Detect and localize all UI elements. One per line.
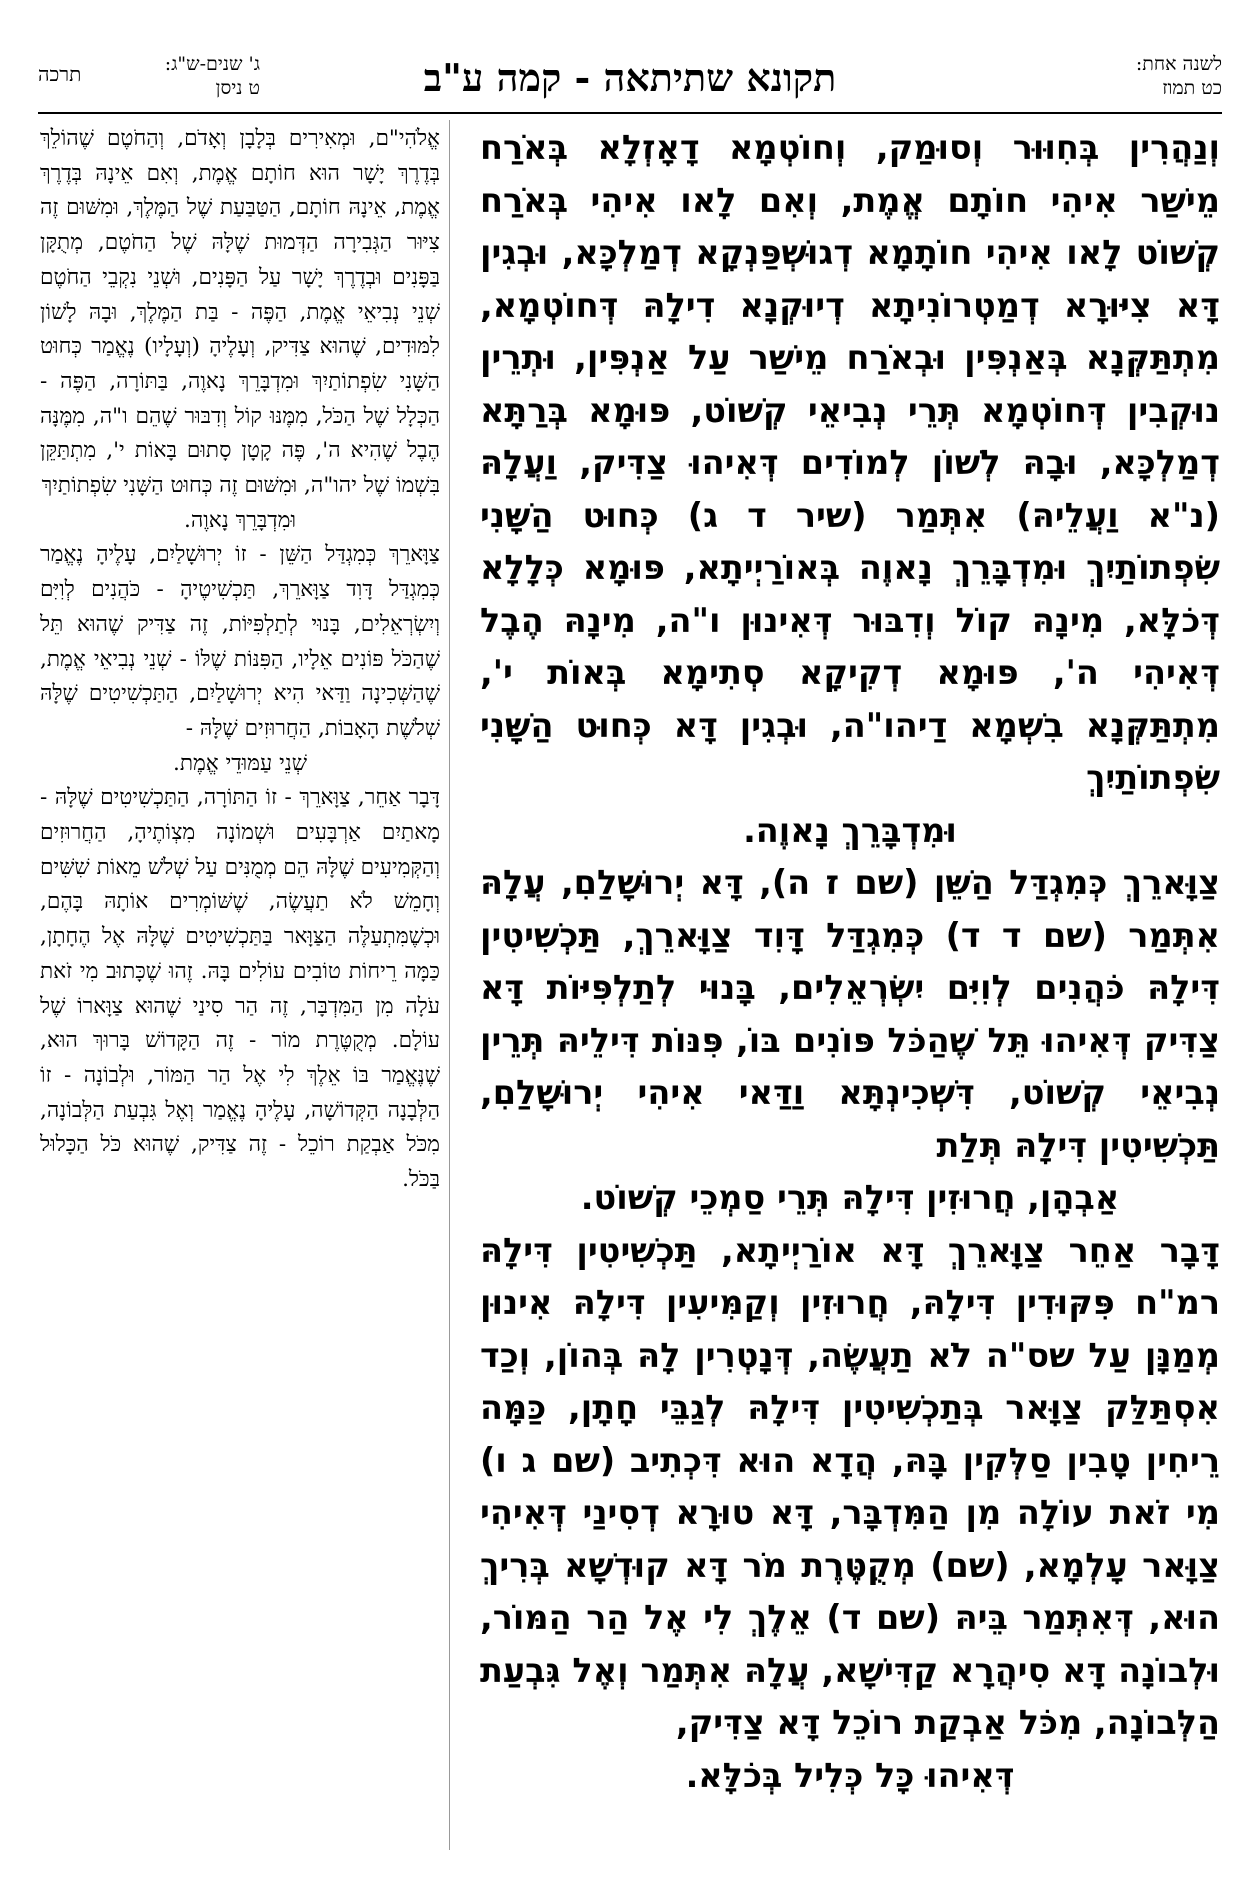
column-separator bbox=[449, 120, 450, 1850]
schedule-label: לשנה אחת: bbox=[1135, 53, 1222, 75]
study-schedule-one-year bbox=[1022, 52, 1222, 100]
schedule-date-3y: ט ניסן bbox=[215, 77, 260, 99]
page-header bbox=[38, 52, 1222, 110]
main-paragraph-3: דָּבָר אַחֵר צַוָּארֵךְ דָּא אוֹרַיְיתָא, תַּכְשִׁיטִין דִּילָהּ רמ"ח פִּקּוּדִין דִּילָהּ, חֲרוּזִין וְקַמִּיעִין דִּילָהּ אִינוּן מְמַנָּן עַל שס"ה לֹא תַעֲשֶׂה, דְּנָטְרִין לָהּ בְּהוֹן, וְכַד אִסְתַּלַּק צַוָּאר בְּתַכְשִׁיטִין דִּילָהּ לְגַבֵּי חָתָן, כַּמָּה רֵיחִין טָבִין סַלְּקִין בָּהּ, הֲדָא הוּא דִּכְתִיב (שם ג ו) מִי זֹאת עוֹלָה מִן הַמִּדְבָּר, דָּא טוּרָא דְסִינַי דְּאִיהִי צַוָּאר עָלְמָא, (שם) מְקֻטֶּרֶת מֹר דָּא קוּדְשָׁא בְּרִיךְ הוּא, דְּאִתְּמַר בֵּיהּ (שם ד) אֵלֶךְ לִי אֶל הַר הַמּוֹר, וּלְבוֹנָה דָּא סִיהֲרָא קַדִּישָׁא, עֲלָהּ אִתְּמַר וְאֶל גִּבְעַת הַלְּבוֹנָה, מִכֹּל אַבְקַת רוֹכֵל דָּא צַדִּיק, bbox=[480, 1230, 1220, 1742]
header-rule bbox=[38, 112, 1222, 114]
main-paragraph-2-end: אַבְהָן, חֲרוּזִין דִּילָהּ תְּרֵי סַמְכֵי קְשׁוֹט. bbox=[580, 1178, 1120, 1217]
schedule-date: כט תמוז bbox=[1162, 77, 1222, 99]
commentary-paragraph-2-end: שְׁנֵי עַמּוּדֵי אֱמֶת. bbox=[172, 750, 308, 776]
main-paragraph-1-end: וּמִדְבָּרֵךְ נָאוֶה. bbox=[743, 810, 957, 850]
main-paragraph-1: וְנַהֲרִין בְּחִוּוּר וְסוּמַק, וְחוֹטְמָא דָאָזְלָא בְּאֹרַח מֵישַׁר אִיהִי חוֹתָם אֱמֶת, וְאִם לָאו אִיהִי בְּאֹרַח קְשׁוֹט לָאו אִיהִי חוֹתָמָא דְגוּשְׁפַּנְקָא דְמַלְכָּא, וּבְגִין דָּא צִיּוּרָא דְמַטְרוֹנִיתָא דְיוּקְנָא דִילָהּ דְּחוֹטְמָא, מִתְתַּקְּנָא בְּאַנְפִּין וּבְאֹרַח מֵישַׁר עַל אַנְפִּין, וּתְרֵין נוּקְבִין דְּחוֹטְמָא תְּרֵי נְבִיאֵי קְשׁוֹט, פּוּמָא בְּרַתָּא דְמַלְכָּא, וּבָהּ לְשׁוֹן לְמוֹדִים דְּאִיהוּ צַדִּיק, וַעֲלָהּ (נ"א וַעֲלֵיהּ) אִתְּמַר (שיר ד ג) כְּחוּט הַשָּׁנִי שִׂפְתוֹתַיִךְ וּמִדְבָּרֵךְ נָאוֶה בְּאוֹרַיְיתָא, פּוּמָא כְּלָלָא דְּכֹלָּא, מִינָהּ קוֹל וְדִבּוּר דְּאִינוּן ו"ה, מִינָהּ הֶבֶל דְּאִיהִי ה', פּוּמָא דְקִיקָא סְתִימָא בְּאוֹת י', מִתְתַּקְּנָא בִשְׁמָא דַיהו"ה, וּבְגִין דָּא כְּחוּט הַשָּׁנִי שִׂפְתוֹתַיִךְ bbox=[480, 128, 1220, 797]
commentary-paragraph-2: צַוָּארֵךְ כְּמִגְדַּל הַשֵּׁן - זוֹ יְרוּשָׁלַיִם, עָלֶיהָ נֶאֱמַר כְּמִגְדַּל דָּוִד צַוָּארֵךְ, תַּכְשִׁיטֶיהָ - כֹּהֲנִים לְוִיִּם וְיִשְׂרְאֵלִים, בָּנוּי לְתַלְפִּיּוֹת, זֶה צַדִּיק שֶׁהוּא תֵּל שֶׁהַכֹּל פּוֹנִים אֵלָיו, הַפִּנּוֹת שֶׁלּוֹ - שְׁנֵי נְבִיאֵי אֱמֶת, שֶׁהַשְּׁכִינָה וַדַּאי הִיא יְרוּשָׁלַיִם, הַתַּכְשִׁיטִים שֶׁלָּהּ שְׁלֹשֶׁת הָאָבוֹת, הַחֲרוּזִים שֶׁלָּהּ - bbox=[40, 542, 440, 741]
commentary-paragraph-3: דָּבָר אַחֵר, צַוָּארֵךְ - זוֹ הַתּוֹרָה, הַתַּכְשִׁיטִים שֶׁלָּהּ - מָאתַיִם אַרְבָּעִים וּשְׁמוֹנָה מִצְוֹתֶיהָ, הַחֲרוּזִים וְהַקְּמִיעִים שֶׁלָּהּ הֵם מְמֻנִּים עַל שְׁלֹשׁ מֵאוֹת שִׁשִּׁים וְחָמֵשׁ לֹא תַעֲשֶׂה, שֶׁשּׁוֹמְרִים אוֹתָהּ בָּהֶם, וּכְשֶׁמִּתְעַלֶּה הַצַּוָּאר בַּתַּכְשִׁיטִים שֶׁלָּהּ אֶל הֶחָתָן, כַּמָּה רֵיחוֹת טוֹבִים עוֹלִים בָּהּ. זֶהוּ שֶׁכָּתוּב מִי זֹאת עֹלָה מִן הַמִּדְבָּר, זֶה הַר סִינַי שֶׁהוּא צַוָּארוֹ שֶׁל עוֹלָם. מְקֻטֶּרֶת מוֹר - זֶה הַקָּדוֹשׁ בָּרוּךְ הוּא, שֶׁנֶּאֱמַר בּוֹ אֵלֶךְ לִי אֶל הַר הַמּוֹר, וּלְבוֹנָה - זוֹ הַלְּבָנָה הַקְּדוֹשָׁה, עָלֶיהָ נֶאֱמַר וְאֶל גִּבְעַת הַלְּבוֹנָה, מִכֹּל אַבְקַת רוֹכֵל - זֶה צַדִּיק, שֶׁהוּא כֹּל הַכָּלוּל בַּכֹּל. bbox=[40, 785, 440, 1193]
page-number: תרכה bbox=[38, 62, 82, 86]
main-paragraph-2: צַוָּארֵךְ כְּמִגְדַּל הַשֵּׁן (שם ז ה), דָּא יְרוּשָׁלַםִ, עֲלָהּ אִתְּמַר (שם ד ד) כְּמִגְדַּל דָּוִד צַוָּארֵךְ, תַּכְשִׁיטִין דִּילָהּ כֹּהֲנִים לְוִיִּם יִשְׂרְאֵלִים, בָּנוּי לְתַלְפִּיּוֹת דָּא צַדִּיק דְּאִיהוּ תֵּל שֶׁהַכֹּל פּוֹנִים בּוֹ, פִּנּוֹת דִּילֵיהּ תְּרֵין נְבִיאֵי קְשׁוֹט, דִּשְׁכִינְתָּא וַדַּאי אִיהִי יְרוּשָׁלַםִ, תַּכְשִׁיטִין דִּילָהּ תְּלַת bbox=[480, 863, 1220, 1165]
main-text-column bbox=[480, 122, 1220, 1852]
page-title: תקונא שתיתאה - קמה ע"ב bbox=[423, 55, 837, 100]
commentary-paragraph-1-end: וּמִדְבָּרֵךְ נָאוֶה. bbox=[184, 507, 296, 533]
schedule-meta bbox=[120, 52, 260, 100]
commentary-column bbox=[40, 122, 440, 1852]
main-paragraph-3-end: דְּאִיהוּ כָּל כְּלִיל בְּכֹלָּא. bbox=[685, 1755, 1015, 1795]
schedule-label-3y: ג' שנים-ש"ג: bbox=[164, 53, 260, 75]
commentary-paragraph-1: אֱלֹהִי"ם, וּמְאִירִים בְּלָבָן וְאָדֹם, וְהַחֹטֶם שֶׁהוֹלֵךְ בְּדֶרֶךְ יָשָׁר הוּא חוֹתָם אֱמֶת, וְאִם אֵינָהּ בְּדֶרֶךְ אֱמֶת, אֵינָהּ חוֹתָם, הַטַּבַּעַת שֶׁל הַמֶּלֶךְ, וּמִשּׁוּם זֶה צִיּוּר הַגְּבִירָה הַדְּמוּת שֶׁלָּהּ שֶׁל הַחֹטֶם, מְתֻקָּן בַּפָּנִים וּבְדֶרֶךְ יָשָׁר עַל הַפָּנִים, וּשְׁנֵי נִקְבֵי הַחֹטֶם שְׁנֵי נְבִיאֵי אֱמֶת, הַפֶּה - בַּת הַמֶּלֶךְ, וּבָהּ לָשׁוֹן לִמּוּדִים, שֶׁהוּא צַדִּיק, וְעָלֶיהָ (וְעָלָיו) נֶאֱמַר כְּחוּט הַשָּׁנִי שִׂפְתוֹתַיִךְ וּמִדְבָּרֵךְ נָאוֶה, בַּתּוֹרָה, הַפֶּה - הַכְּלָל שֶׁל הַכֹּל, מִמֶּנּוּ קוֹל וְדִבּוּר שֶׁהֵם ו"ה, מִמֶּנָּה הֶבֶל שֶׁהִיא ה', פֶּה קָטָן סָתוּם בָּאוֹת י', מִתְתַּקֵּן בִּשְׁמוֹ שֶׁל יהו"ה, וּמִשּׁוּם זֶה כְּחוּט הַשָּׁנִי שִׂפְתוֹתַיִךְ bbox=[40, 126, 440, 499]
